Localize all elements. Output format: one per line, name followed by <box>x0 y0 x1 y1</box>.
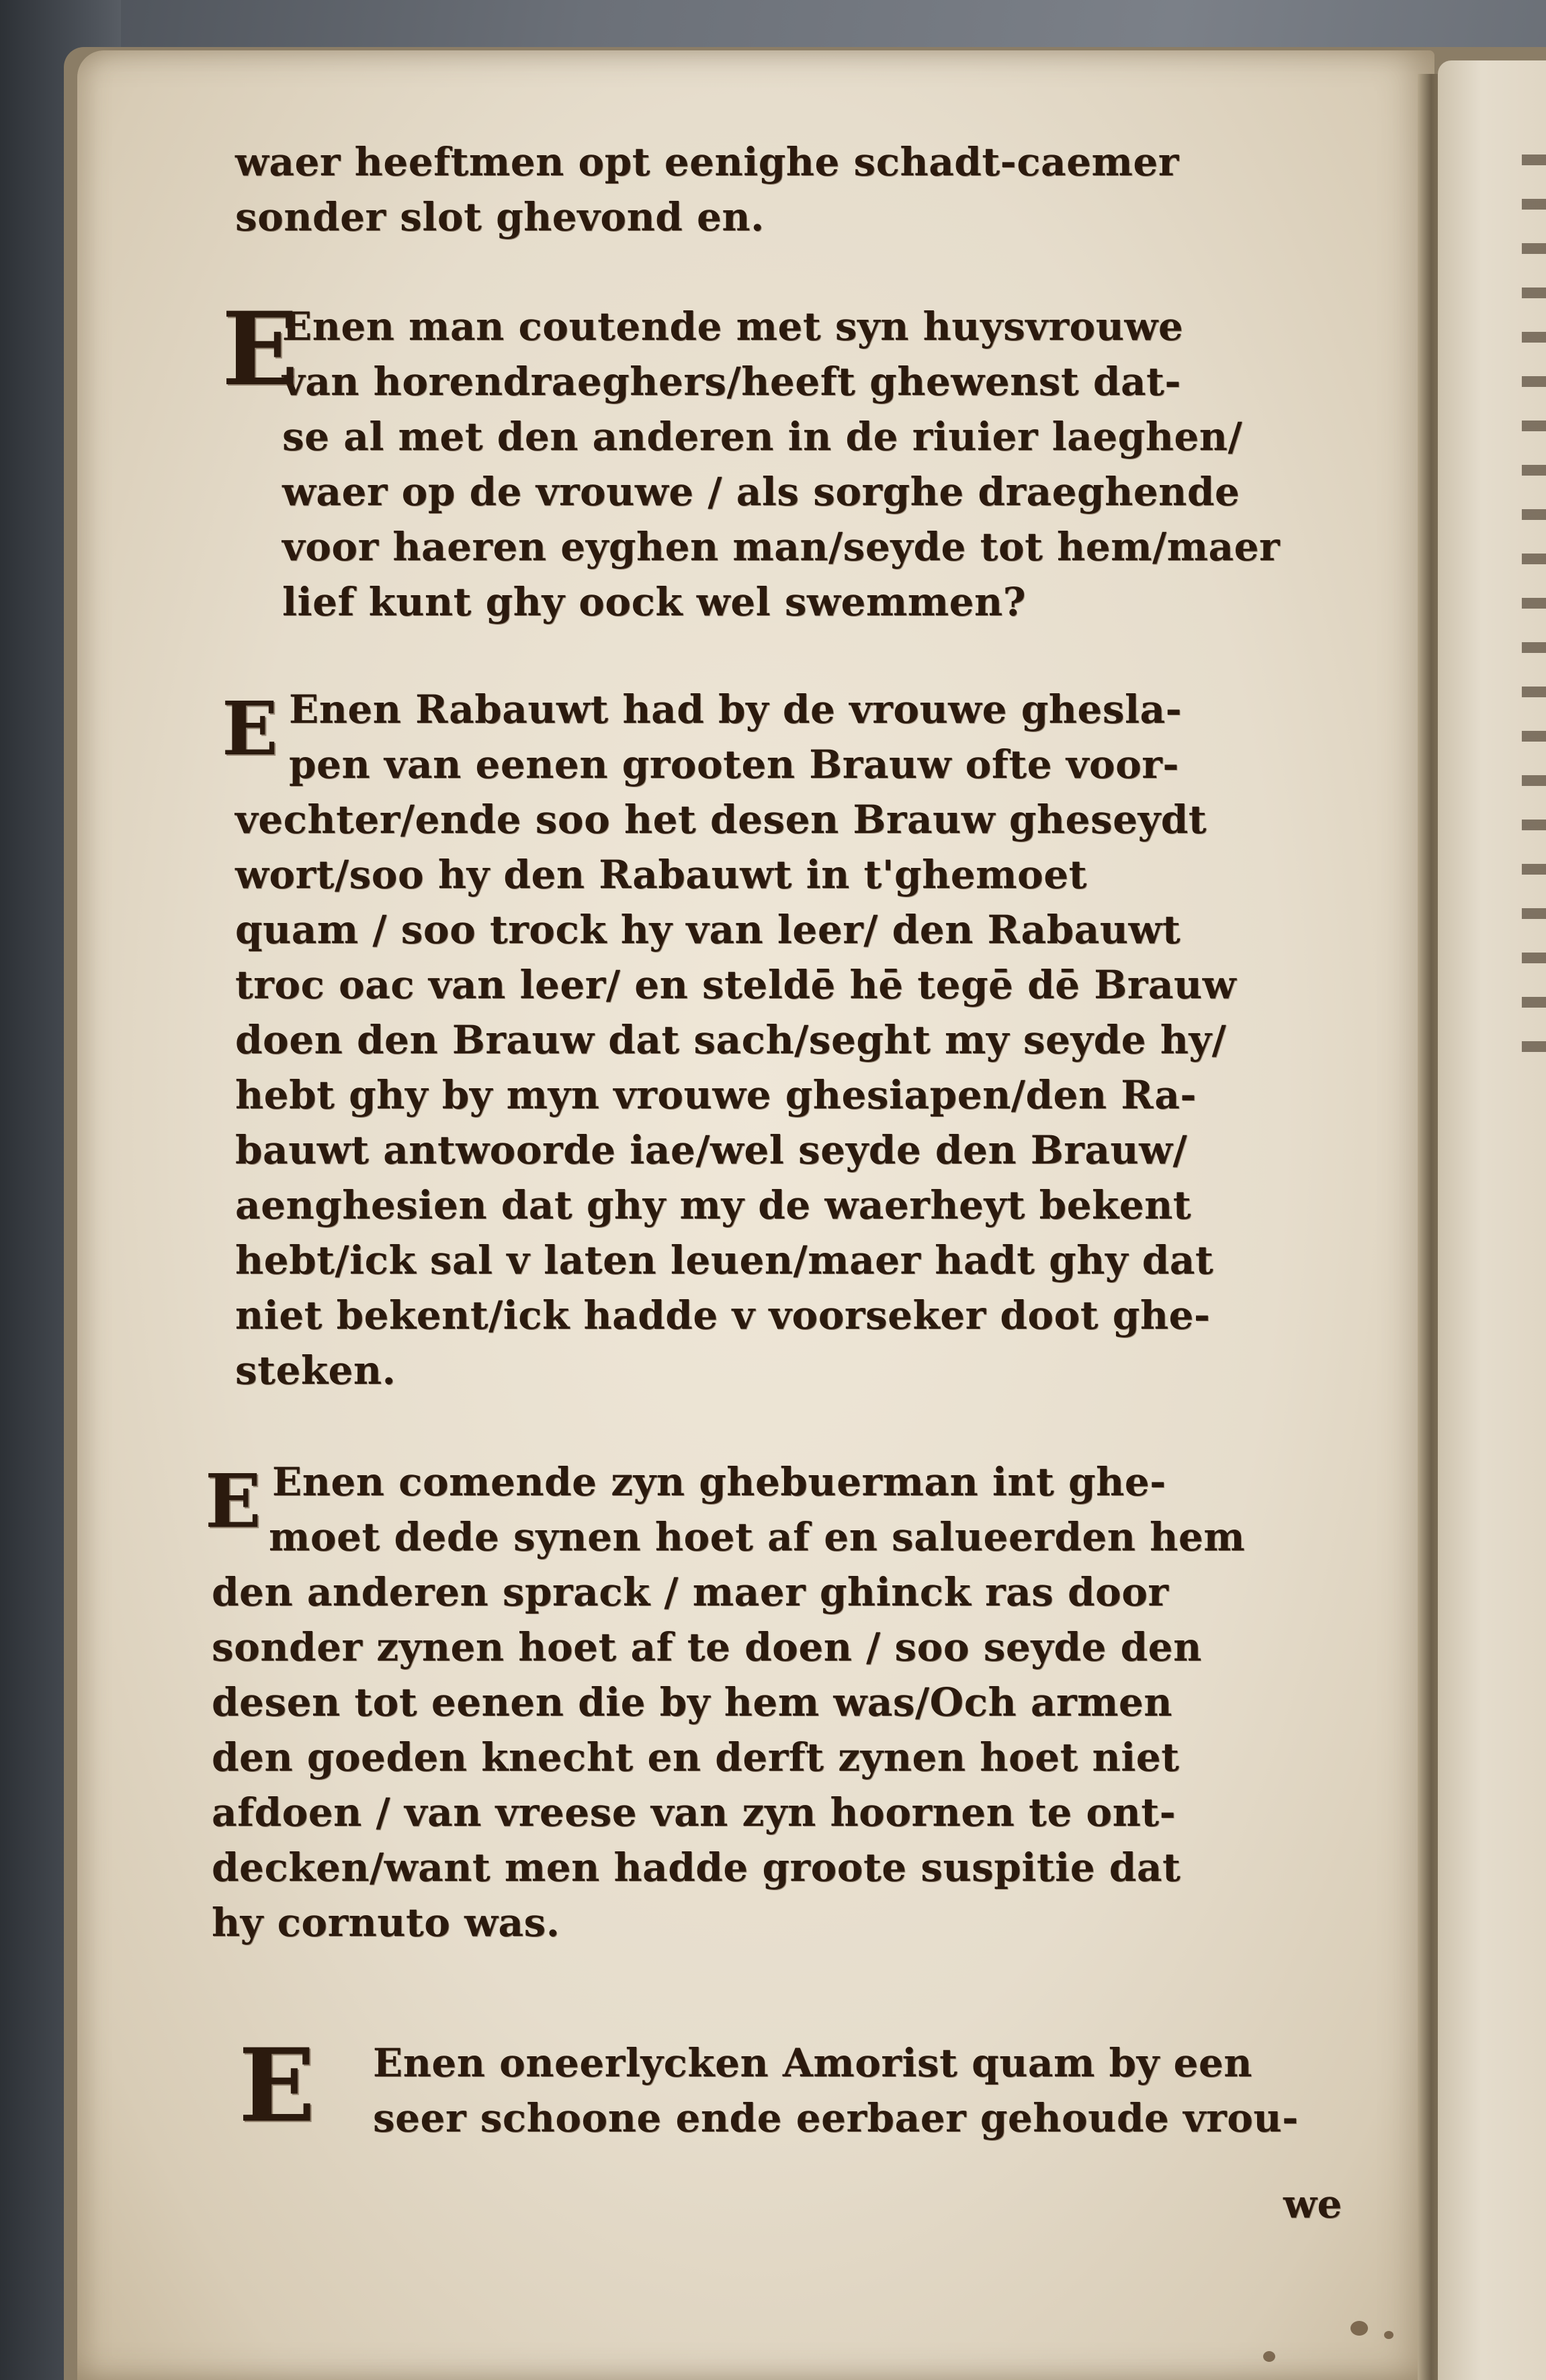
ink-stain <box>1263 2351 1275 2362</box>
text-line: Enen man coutende met syn huysvrouwe <box>282 304 1184 349</box>
drop-initial: E <box>239 2027 316 2145</box>
paragraph-2 <box>222 682 1237 1398</box>
text-line: troc oac van leer/ en steldē hē tegē dē Brauw <box>235 962 1237 1008</box>
text-line: van horendraeghers/heeft ghewenst dat- <box>282 359 1181 404</box>
paragraph-3 <box>205 1454 1246 1950</box>
text-line: seer schoone ende eerbaer gehoude vrou- <box>373 2095 1299 2141</box>
paragraph-4 <box>239 2027 1299 2146</box>
drop-initial: E <box>222 290 299 408</box>
text-line: den anderen sprack / maer ghinck ras door <box>212 1569 1169 1615</box>
text-line: niet bekent/ick hadde v voorseker doot ghe- <box>235 1292 1211 1338</box>
text-line: lief kunt ghy oock wel swemmen? <box>282 579 1027 625</box>
text-line: steken. <box>235 1348 396 1393</box>
text-line: sonder slot ghevond en. <box>235 194 765 240</box>
facing-page-text-edge <box>1522 121 1546 1061</box>
text-line: hebt/ick sal v laten leuen/maer hadt ghy dat <box>235 1237 1214 1283</box>
text-line: bauwt antwoorde iae/wel seyde den Brauw/ <box>235 1127 1188 1173</box>
catchword-block <box>1283 2176 1342 2232</box>
drop-initial: E <box>205 1458 261 1544</box>
text-line: decken/want men hadde groote suspitie dat <box>212 1845 1181 1890</box>
ink-stain <box>1384 2331 1393 2339</box>
catchword: we <box>1283 2181 1342 2227</box>
text-line: aenghesien dat ghy my de waerheyt bekent <box>235 1182 1192 1228</box>
paragraph-1 <box>222 290 1281 629</box>
text-line: Enen oneerlycken Amorist quam by een <box>373 2040 1252 2086</box>
text-line: den goeden knecht en derft zynen hoet niet <box>212 1734 1180 1780</box>
text-line: Enen comende zyn ghebuerman int ghe- <box>272 1459 1166 1505</box>
text-line: waer op de vrouwe / als sorghe draeghende <box>282 469 1240 515</box>
drop-initial: E <box>222 685 278 772</box>
text-line: vechter/ende soo het desen Brauw gheseydt <box>235 797 1207 842</box>
intro-paragraph <box>235 134 1179 245</box>
text-line: afdoen / van vreese van zyn hoornen te ont- <box>212 1790 1176 1835</box>
text-line: se al met den anderen in de riuier laeghen/ <box>282 414 1243 459</box>
text-line: Enen Rabauwt had by de vrouwe ghesla- <box>289 687 1183 732</box>
text-line: doen den Brauw dat sach/seght my seyde hy/ <box>235 1017 1227 1063</box>
text-line: voor haeren eyghen man/seyde tot hem/maer <box>282 524 1281 570</box>
text-line: pen van eenen grooten Brauw ofte voor- <box>289 742 1179 787</box>
text-line: quam / soo trock hy van leer/ den Rabauwt <box>235 907 1181 953</box>
text-line: hebt ghy by myn vrouwe ghesiapen/den Ra- <box>235 1072 1197 1118</box>
ink-stain <box>1350 2321 1368 2336</box>
text-line: waer heeftmen opt eenighe schadt-caemer <box>235 139 1179 185</box>
text-line: moet dede synen hoet af en salueerden hem <box>269 1514 1246 1560</box>
text-line: desen tot eenen die by hem was/Och armen <box>212 1679 1172 1725</box>
text-line: hy cornuto was. <box>212 1900 560 1945</box>
text-line: wort/soo hy den Rabauwt in t'ghemoet <box>235 852 1087 897</box>
text-line: sonder zynen hoet af te doen / soo seyde den <box>212 1624 1202 1670</box>
